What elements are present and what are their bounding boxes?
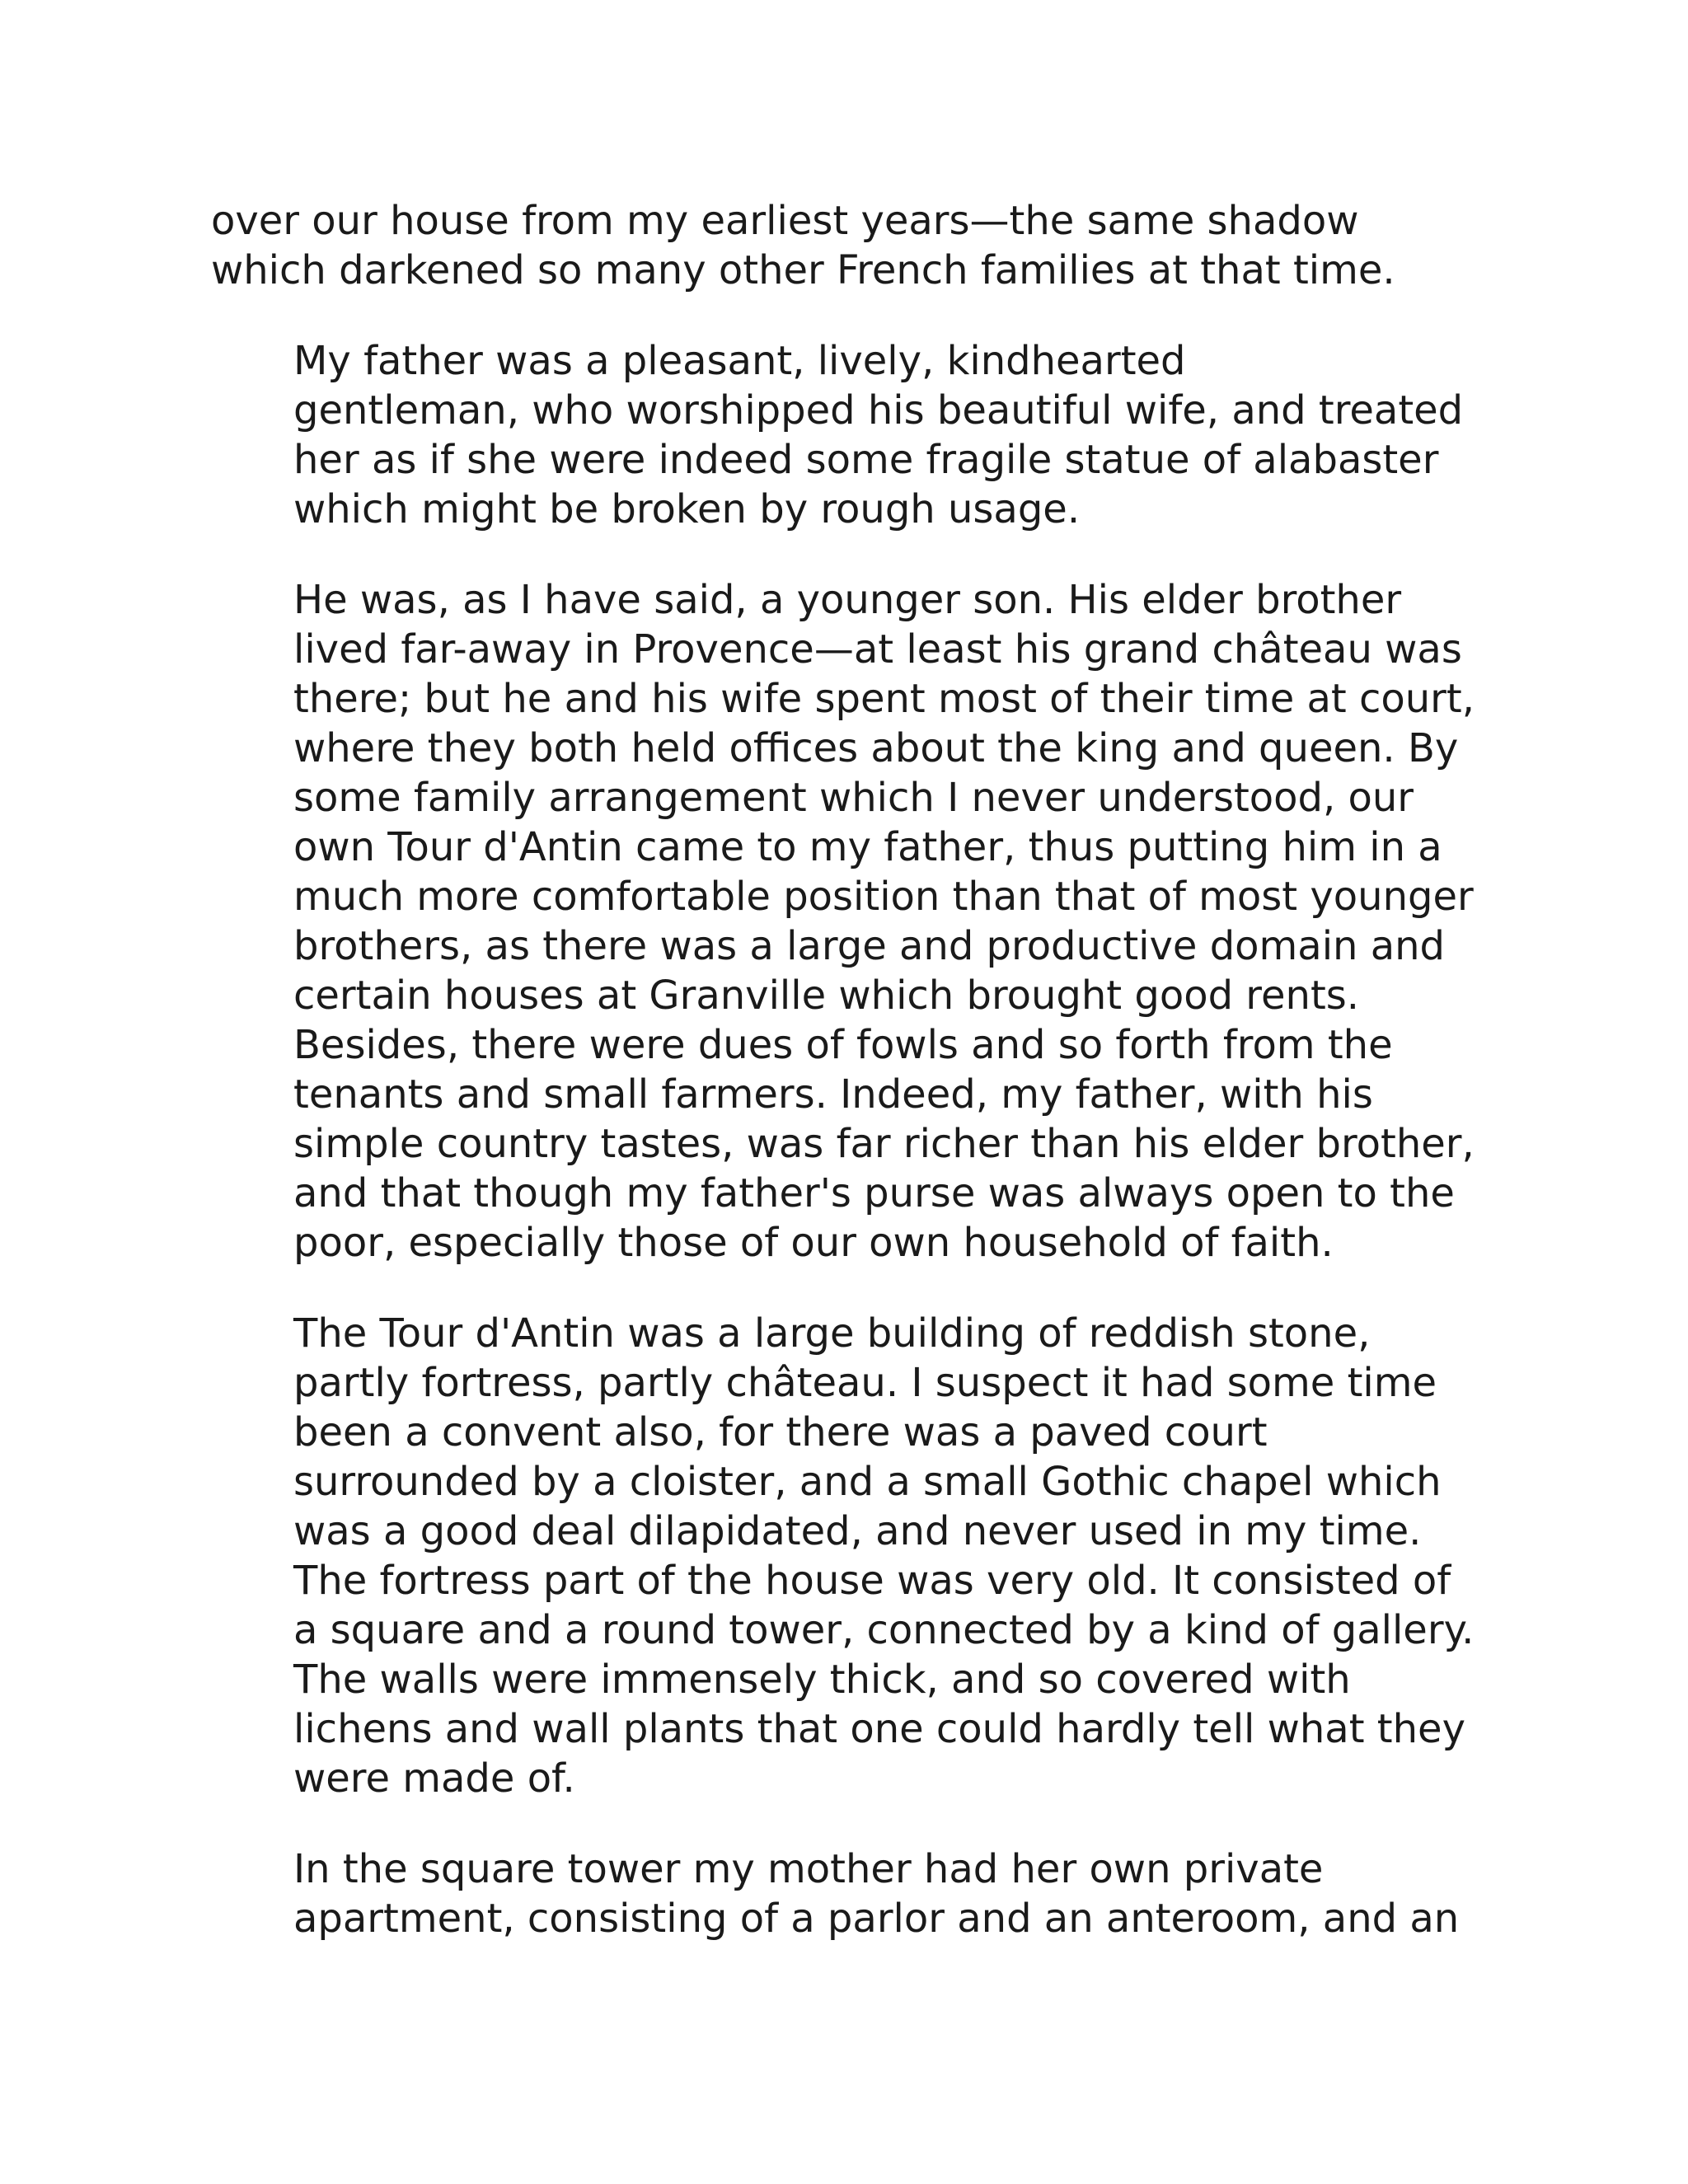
text-line: a square and a round tower, connected by a kind of gallery. xyxy=(293,1607,1475,1653)
paragraph-2 xyxy=(211,336,1497,534)
text-line: where they both held offices about the king and queen. By xyxy=(293,725,1459,771)
paragraph-4 xyxy=(211,1309,1497,1803)
text-line: simple country tastes, was far richer than his elder brother, xyxy=(293,1121,1475,1167)
text-line: were made of. xyxy=(293,1755,575,1802)
text-line: brothers, as there was a large and productive domain and xyxy=(293,923,1446,969)
text-line: The Tour d'Antin was a large building of reddish stone, xyxy=(293,1310,1371,1357)
text-line: Besides, there were dues of fowls and so forth from the xyxy=(293,1022,1393,1068)
text-line: tenants and small farmers. Indeed, my father, with his xyxy=(293,1071,1373,1118)
text-line: He was, as I have said, a younger son. His elder brother xyxy=(293,577,1402,623)
text-line: her as if she were indeed some fragile statue of alabaster xyxy=(293,437,1439,483)
paragraph-1 xyxy=(211,196,1497,295)
text-line: lichens and wall plants that one could hardly tell what they xyxy=(293,1706,1465,1752)
text-line: The walls were immensely thick, and so covered with xyxy=(293,1657,1351,1703)
text-line: apartment, consisting of a parlor and an anteroom, and an xyxy=(293,1896,1460,1942)
text-line: there; but he and his wife spent most of their time at court, xyxy=(293,676,1475,722)
text-line: which might be broken by rough usage. xyxy=(293,486,1081,532)
text-line: surrounded by a cloister, and a small Gothic chapel which xyxy=(293,1459,1442,1505)
text-line: poor, especially those of our own household of faith. xyxy=(293,1220,1334,1266)
text-line: much more comfortable position than that of most younger xyxy=(293,874,1474,920)
text-line: partly fortress, partly château. I suspect it had some time xyxy=(293,1360,1437,1406)
text-line: over our house from my earliest years—the same shadow xyxy=(211,198,1359,244)
text-line: gentleman, who worshipped his beautiful wife, and treated xyxy=(293,387,1464,434)
text-line: certain houses at Granville which brought good rents. xyxy=(293,972,1360,1019)
text-line: own Tour d'Antin came to my father, thus putting him in a xyxy=(293,824,1442,870)
text-line: The fortress part of the house was very old. It consisted of xyxy=(293,1558,1451,1604)
page-body-text xyxy=(211,196,1497,1985)
paragraph-5 xyxy=(211,1844,1497,1943)
text-line: was a good deal dilapidated, and never used in my time. xyxy=(293,1508,1422,1554)
paragraph-3 xyxy=(211,575,1497,1268)
text-line: been a convent also, for there was a paved court xyxy=(293,1409,1268,1455)
text-line: My father was a pleasant, lively, kindhearted xyxy=(293,338,1186,384)
text-line: lived far-away in Provence—at least his grand château was xyxy=(293,626,1462,673)
text-line: which darkened so many other French families at that time. xyxy=(211,247,1395,293)
text-line: and that though my father's purse was always open to the xyxy=(293,1170,1455,1216)
text-line: In the square tower my mother had her own private xyxy=(293,1846,1324,1892)
text-line: some family arrangement which I never understood, our xyxy=(293,775,1414,821)
